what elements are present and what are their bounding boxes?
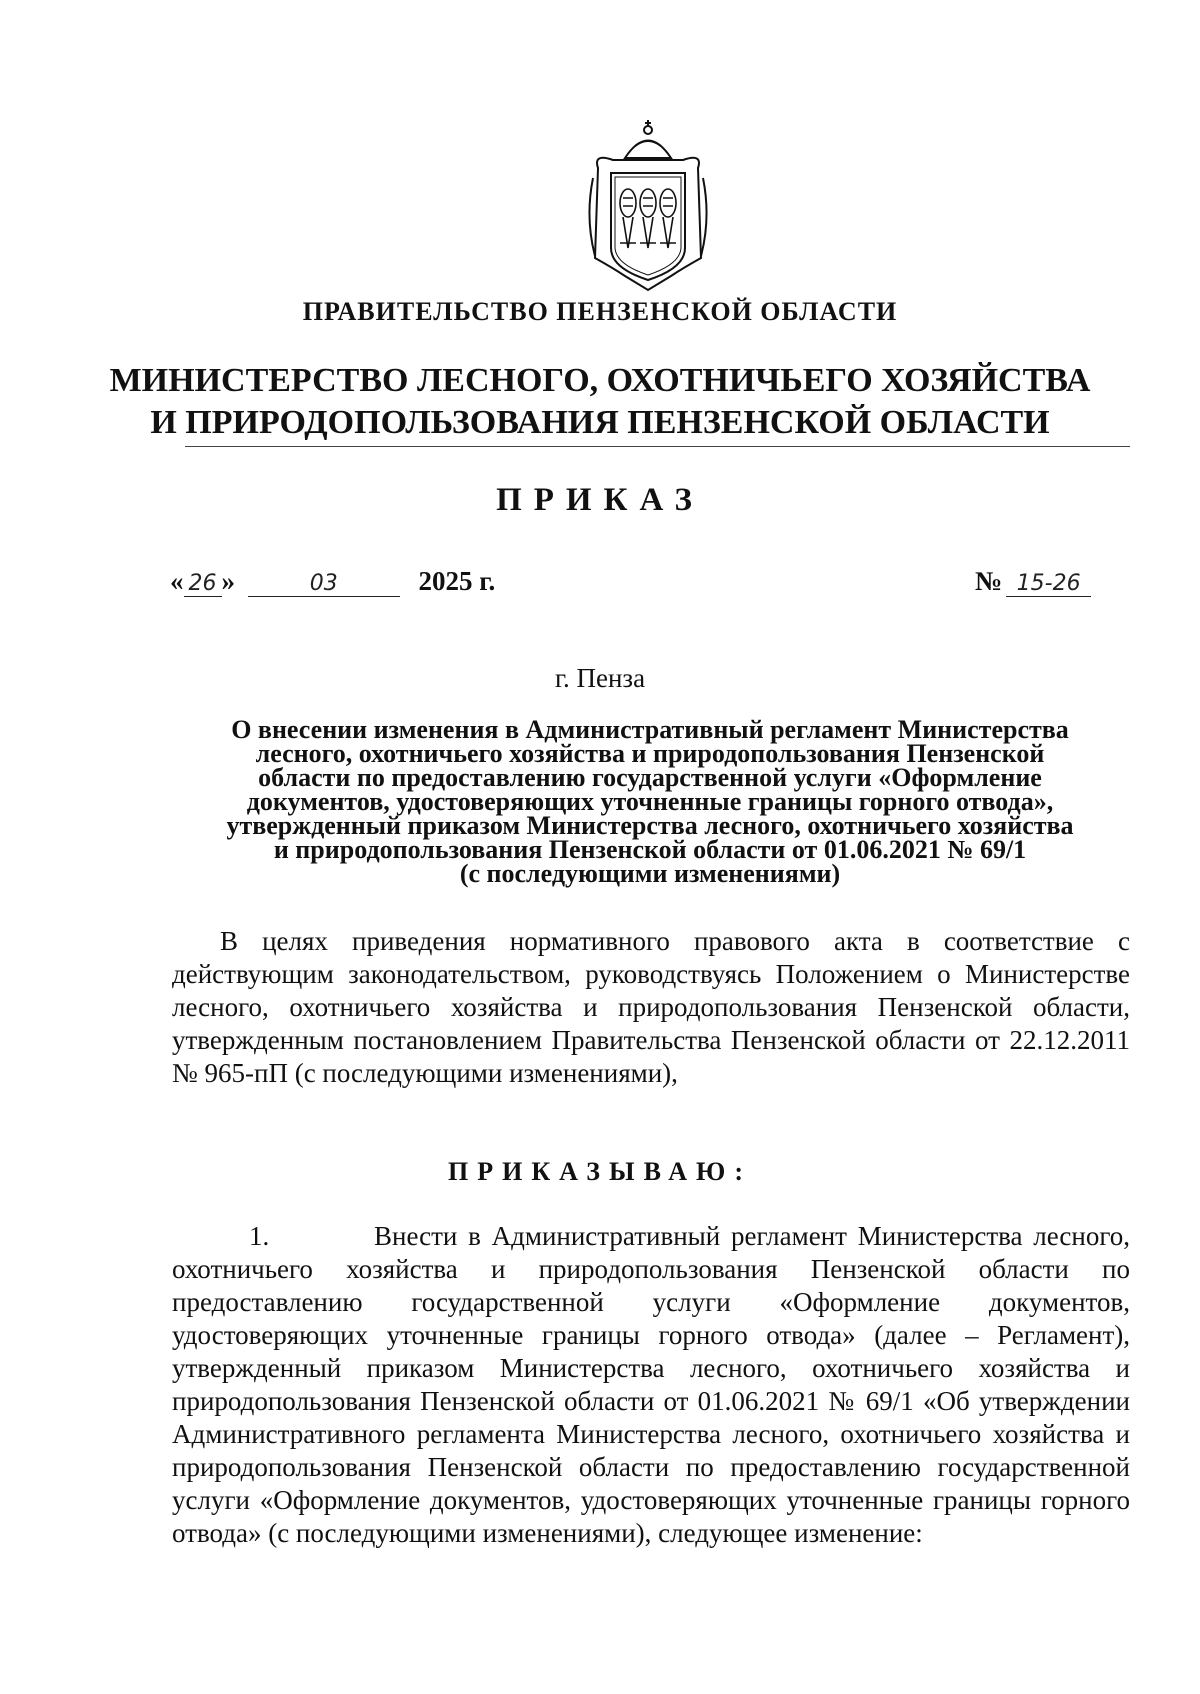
order-subject <box>170 715 1130 888</box>
item-1-text: Внести в Административный регламент Министерства лесного, охотничьего хозяйства и природопользования Пензенской области по предоставлению государственной услуги «Оформление документов, удостоверяющих уточненные границы горного отвода» (далее – Регламент), утвержденный приказом Министерства лесного, охотничьего хозяйства и природопользования Пензенской области от 01.06.2021 № 69/1 «Об утверждении Административного регламента Министерства лесного, охотничьего хозяйства и природопользования Пензенской области по предоставлению государственной услуги «Оформление документов, удостоверяющих уточненные границы горного отвода» (с последующими изменениями), следующее изменение: <box>172 1221 1130 1548</box>
ministry-name-line-2: И ПРИРОДОПОЛЬЗОВАНИЯ ПЕНЗЕНСКОЙ ОБЛАСТИ <box>150 404 1050 441</box>
subject-line: (с последующими изменениями) <box>459 859 841 888</box>
penza-coat-of-arms-icon <box>573 118 723 298</box>
subject-line: лесного, охотничьего хозяйства и природопользования Пензенской <box>255 739 1045 768</box>
date-close-quote: » <box>221 566 235 596</box>
subject-line: области по предоставлению государственной услуги «Оформление <box>258 763 1042 792</box>
preamble-paragraph: В целях приведения нормативного правового акта в соответствие с действующим законодательством, руководствуясь Положением о Министерстве лесного, охотничьего хозяйства и природопользования Пензенской области, утвержденным постановлением Правительства Пензенской области от 22.12.2011 № 965-пП (с последующими изменениями), <box>172 926 1130 1088</box>
order-number <box>975 566 1091 597</box>
ministry-name-line-1: МИНИСТЕРСТВО ЛЕСНОГО, ОХОТНИЧЬЕГО ХОЗЯЙСТВА <box>109 362 1091 399</box>
item-1-number: 1. <box>249 1221 270 1251</box>
subject-line: документов, удостоверяющих уточненные границы горного отвода», <box>246 787 1054 816</box>
ministry-name <box>0 360 1200 444</box>
order-directive: ПРИКАЗЫВАЮ: <box>448 1157 752 1186</box>
city: г. Пенза <box>554 663 646 693</box>
date-year: 2025 г. <box>418 566 496 596</box>
date-month: 03 <box>248 571 400 597</box>
date-day: 26 <box>184 571 222 597</box>
document-type: ПРИКАЗ <box>496 482 704 518</box>
subject-line: и природопользования Пензенской области от 01.06.2021 № 69/1 <box>273 835 1027 864</box>
number-prefix: № <box>975 566 1003 596</box>
government-name: ПРАВИТЕЛЬСТВО ПЕНЗЕНСКОЙ ОБЛАСТИ <box>302 297 898 326</box>
item-1-paragraph <box>172 1220 1130 1550</box>
subject-line: утвержденный приказом Министерства лесного, охотничьего хозяйства <box>226 811 1074 840</box>
date-open-quote: « <box>170 566 184 596</box>
number-value: 15-26 <box>1006 571 1091 597</box>
order-date <box>170 566 495 597</box>
subject-line: О внесении изменения в Административный регламент Министерства <box>231 715 1069 744</box>
header-divider <box>185 446 1130 447</box>
